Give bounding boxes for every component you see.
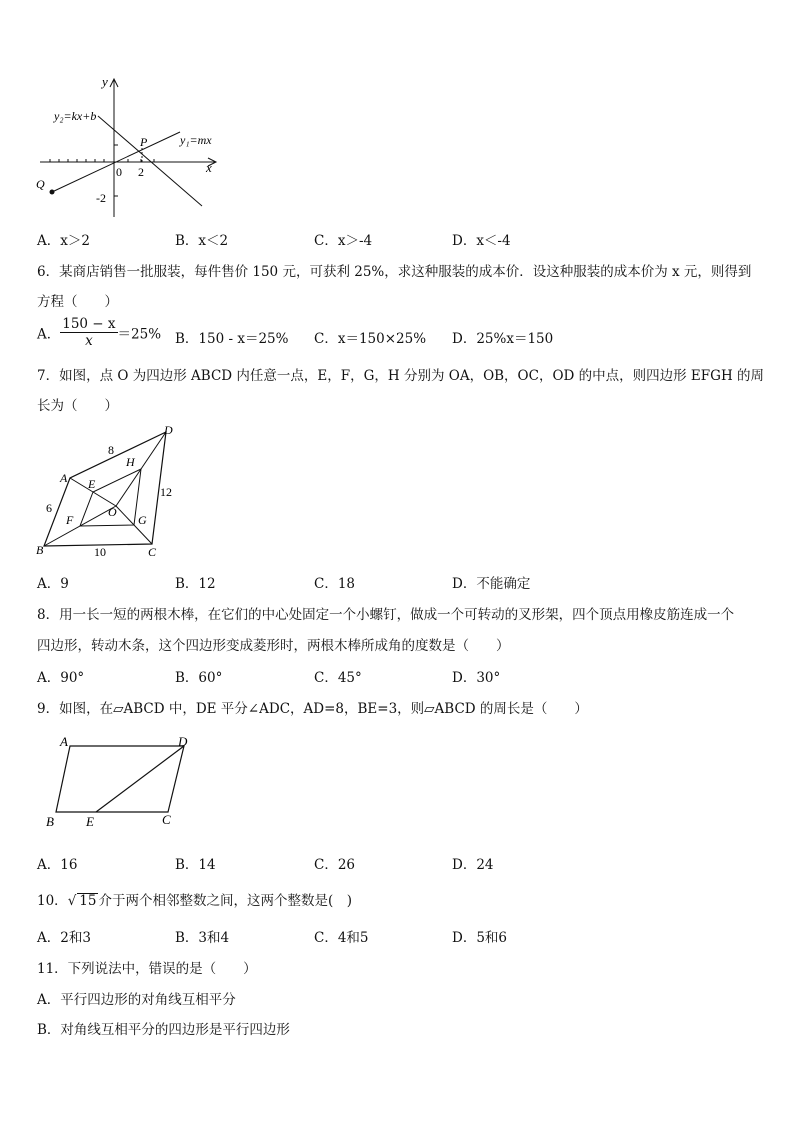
length-ab: 6 — [46, 501, 52, 515]
origin-label: 0 — [116, 165, 122, 179]
q8-stem-line1: 8．用一长一短的两根木棒，在它们的中心处固定一个小螺钉，做成一个可转动的叉形架，四个顶点用橡皮筋连成一个 — [37, 607, 735, 623]
label-c: C — [162, 812, 171, 827]
point-p-label: P — [140, 135, 148, 149]
q6-option-a-denominator: x — [85, 333, 93, 349]
q8-option-a[interactable]: A．90° — [37, 670, 85, 686]
q6-option-d[interactable]: D．25%x＝150 — [452, 331, 554, 347]
label-a: A — [60, 471, 68, 485]
q10-option-c[interactable]: C．4和5 — [314, 930, 369, 946]
label-d: D — [178, 734, 188, 749]
q7-stem-line1: 7．如图，点 O 为四边形 ABCD 内任意一点，E，F，G，H 分别为 OA，OB，OC，OD 的中点，则四边形 EFGH 的周 — [37, 368, 765, 384]
q10-radicand: 15 — [79, 893, 97, 909]
sqrt-symbol: √ — [67, 893, 77, 909]
q10-prefix: 10． — [37, 893, 68, 909]
label-e: E — [88, 477, 96, 491]
q5-option-a[interactable]: A．x＞2 — [37, 233, 90, 249]
q10-stem — [37, 889, 352, 909]
length-bc: 10 — [94, 545, 106, 559]
q7-stem-line2: 长为（ ） — [37, 398, 118, 414]
q6-option-b[interactable]: B．150 - x＝25% — [175, 331, 289, 347]
q10-option-a[interactable]: A．2和3 — [37, 930, 91, 946]
q9-option-a[interactable]: A．16 — [37, 857, 78, 873]
length-cd: 12 — [160, 485, 172, 499]
length-ad: 8 — [108, 443, 114, 457]
q6-option-a-suffix: ＝25% — [117, 326, 162, 343]
line-y1-label: y₁=mx — [180, 133, 212, 147]
label-d: D — [164, 423, 173, 437]
q6-stem-line2: 方程（ ） — [37, 294, 118, 310]
q5-option-d[interactable]: D．x＜-4 — [452, 233, 511, 249]
q8-option-c[interactable]: C．45° — [314, 670, 362, 686]
q6-option-a-fraction — [60, 316, 117, 349]
q8-option-d[interactable]: D．30° — [452, 670, 501, 686]
q6-option-a[interactable] — [37, 316, 161, 349]
segments-o-to-vertices — [44, 432, 166, 546]
label-g: G — [138, 513, 147, 527]
label-c: C — [148, 545, 157, 559]
q9-option-b[interactable]: B．14 — [175, 857, 216, 873]
parallelogram — [56, 746, 184, 812]
label-b: B — [36, 543, 44, 557]
quad-abcd — [44, 432, 166, 546]
label-e: E — [86, 814, 94, 829]
point-q-label: Q — [36, 177, 45, 191]
label-o: O — [108, 505, 117, 519]
q11-option-a[interactable]: A．平行四边形的对角线互相平分 — [37, 992, 236, 1008]
q8-stem-line2: 四边形，转动木条，这个四边形变成菱形时，两根木棒所成角的度数是（ ） — [37, 638, 510, 654]
y-axis-label: y — [102, 74, 108, 89]
parallelogram-abcd-figure — [40, 732, 200, 832]
q6-stem-line1: 6．某商店销售一批服装，每件售价 150 元，可获利 25%，求这种服装的成本价．设这种服装的成本价为 x 元，则得到 — [37, 264, 752, 280]
q11-option-b[interactable]: B．对角线互相平分的四边形是平行四边形 — [37, 1022, 290, 1038]
q5-option-c[interactable]: C．x＞-4 — [314, 233, 373, 249]
q10-option-b[interactable]: B．3和4 — [175, 930, 230, 946]
q5-option-b[interactable]: B．x＜2 — [175, 233, 229, 249]
line-y2-label: y₂=kx+b — [54, 109, 97, 123]
tick-2-label: 2 — [138, 165, 144, 179]
label-a: A — [60, 734, 68, 749]
x-axis-label: x — [206, 160, 212, 175]
q6-option-a-prefix: A． — [37, 326, 61, 343]
q10-suffix: 介于两个相邻整数之间，这两个整数是( ) — [98, 893, 353, 909]
label-h: H — [126, 455, 135, 469]
q7-option-a[interactable]: A．9 — [37, 576, 69, 592]
q8-option-b[interactable]: B．60° — [175, 670, 223, 686]
q9-option-d[interactable]: D．24 — [452, 857, 494, 873]
q9-option-c[interactable]: C．26 — [314, 857, 356, 873]
q7-option-b[interactable]: B．12 — [175, 576, 216, 592]
label-f: F — [66, 513, 74, 527]
q6-option-c[interactable]: C．x＝150×25% — [314, 331, 427, 347]
tick-neg2-label: -2 — [96, 191, 106, 205]
q6-option-a-numerator: 150 − x — [62, 316, 116, 332]
linear-functions-graph — [30, 72, 230, 222]
q9-stem: 9．如图，在▱ABCD 中，DE 平分∠ADC，AD=8，BE=3，则▱ABCD 的周长是（ ） — [37, 701, 588, 717]
point-q-dot — [50, 190, 55, 195]
quadrilateral-abcd-figure — [30, 420, 190, 562]
q11-stem: 11．下列说法中，错误的是（ ） — [37, 961, 257, 977]
q10-option-d[interactable]: D．5和6 — [452, 930, 508, 946]
q7-option-d[interactable]: D．不能确定 — [452, 576, 531, 592]
label-b: B — [46, 814, 54, 829]
q7-option-c[interactable]: C．18 — [314, 576, 356, 592]
